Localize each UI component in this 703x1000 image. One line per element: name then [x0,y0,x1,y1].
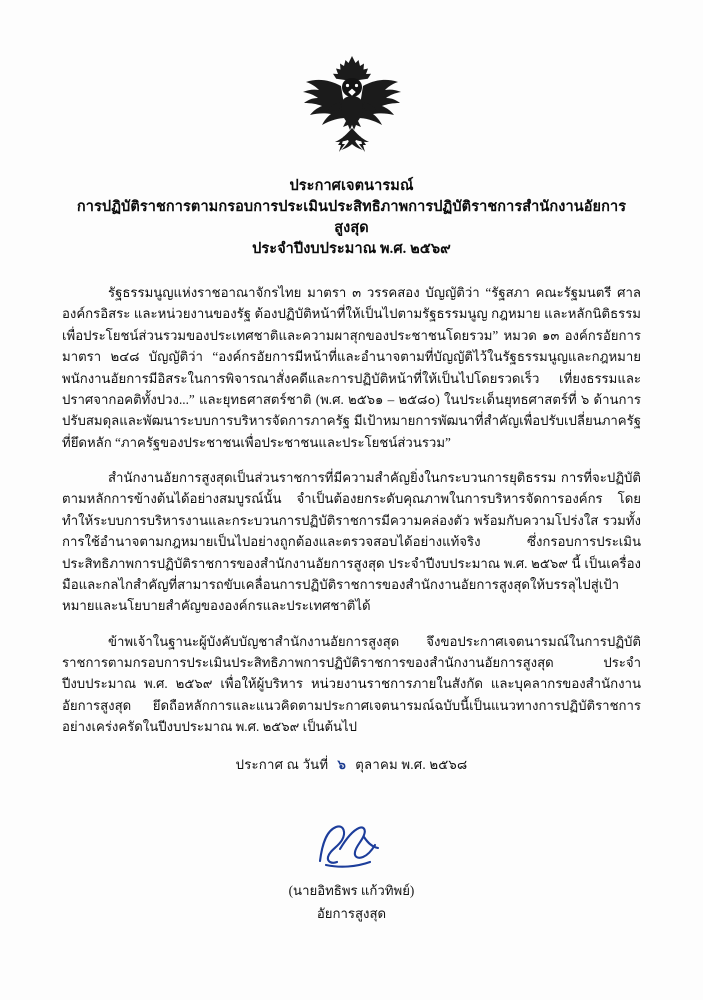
date-suffix: ตุลาคม พ.ศ. ๒๕๖๘ [355,756,468,772]
page-title-line-3: ประจำปีงบประมาณ พ.ศ. ๒๕๖๙ [252,241,451,258]
signer-position: อัยการสูงสุด [316,905,387,921]
announcement-date-line [62,754,641,775]
signature-block [62,819,641,924]
page-title-line-2: การปฏิบัติราชการตามกรอบการประเมินประสิทธิภาพการปฏิบัติราชการสำนักงานอัยการสูงสุด [76,199,627,237]
garuda-emblem-icon [292,52,412,164]
date-day-handwritten: ๖ [337,756,347,772]
document-title-block [62,176,641,260]
paragraph-2: สำนักงานอัยการสูงสุดเป็นส่วนราชการที่มีความสำคัญยิ่งในกระบวนการยุติธรรม การที่จะปฏิบัติตามหลักการข้างต้นได้อย่างสมบูรณ์นั้น จำเป็นต้องยกระดับคุณภาพในการบริหารจัดการองค์กร โดยทำให้ระบบการบริหารงานและกระบวนการปฏิบัติราชการมีความคล่องตัว พร้อมกับความโปร่งใส รวมทั้งการใช้อำนาจตามกฎหมายเป็นไปอย่างถูกต้องและตรวจสอบได้อย่างแท้จริง ซึ่งกรอบการประเมินประสิทธิภาพการปฏิบัติราชการของสำนักงานอัยการสูงสุด ประจำปีงบประมาณ พ.ศ. ๒๕๖๙ นี้ เป็นเครื่องมือและกลไกสำคัญที่สามารถขับเคลื่อนการปฏิบัติราชการของสำนักงานอัยการสูงสุดให้บรรลุไปสู่เป้าหมายและนโยบายสำคัญขององค์กรและประเทศชาติได้ [62,470,641,614]
document-body [62,282,641,738]
date-prefix: ประกาศ ณ วันที่ [235,756,329,772]
paragraph-1: รัฐธรรมนูญแห่งราชอาณาจักรไทย มาตรา ๓ วรรคสอง บัญญัติว่า “รัฐสภา คณะรัฐมนตรี ศาล องค์กรอิสระ และหน่วยงานของรัฐ ต้องปฏิบัติหน้าที่ให้เป็นไปตามรัฐธรรมนูญ กฎหมาย และหลักนิติธรรม เพื่อประโยชน์ส่วนรวมของประเทศชาติและความผาสุกของประชาชนโดยรวม” หมวด ๑๓ องค์กรอัยการ มาตรา ๒๔๘ บัญญัติว่า “องค์กรอัยการมีหน้าที่และอำนาจตามที่บัญญัติไว้ในรัฐธรรมนูญและกฎหมาย พนักงานอัยการมีอิสระในการพิจารณาสั่งคดีและการปฏิบัติหน้าที่ให้เป็นไปโดยรวดเร็ว เที่ยงธรรมและปราศจากอคติทั้งปวง...” และยุทธศาสตร์ชาติ (พ.ศ. ๒๕๖๑ – ๒๕๘๐) ในประเด็นยุทธศาสตร์ที่ ๖ ด้านการปรับสมดุลและพัฒนาระบบการบริหารจัดการภาครัฐ มีเป้าหมายการพัฒนาที่สำคัญเพื่อปรับเปลี่ยนภาครัฐที่ยึดหลัก “ภาครัฐของประชาชนเพื่อประชาชนและประโยชน์ส่วนรวม” [62,285,641,450]
handwritten-signature-icon [292,819,412,871]
signer-name: (นายอิทธิพร แก้วทิพย์) [288,882,415,898]
paragraph-3: ข้าพเจ้าในฐานะผู้บังคับบัญชาสำนักงานอัยการสูงสุด จึงขอประกาศเจตนารมณ์ในการปฏิบัติราชการตามกรอบการประเมินประสิทธิภาพการปฏิบัติราชการของสำนักงานอัยการสูงสุด ประจำปีงบประมาณ พ.ศ. ๒๕๖๙ เพื่อให้ผู้บริหาร หน่วยงานราชการภายในสังกัด และบุคลากรของสำนักงานอัยการสูงสุด ยึดถือหลักการและแนวคิดตามประกาศเจตนารมณ์ฉบับนี้เป็นแนวทางการปฏิบัติราชการอย่างเคร่งครัดในปีงบประมาณ พ.ศ. ๒๕๖๙ เป็นต้นไป [62,633,641,735]
emblem-container [62,52,641,170]
page-title-line-1: ประกาศเจตนารมณ์ [289,178,414,194]
